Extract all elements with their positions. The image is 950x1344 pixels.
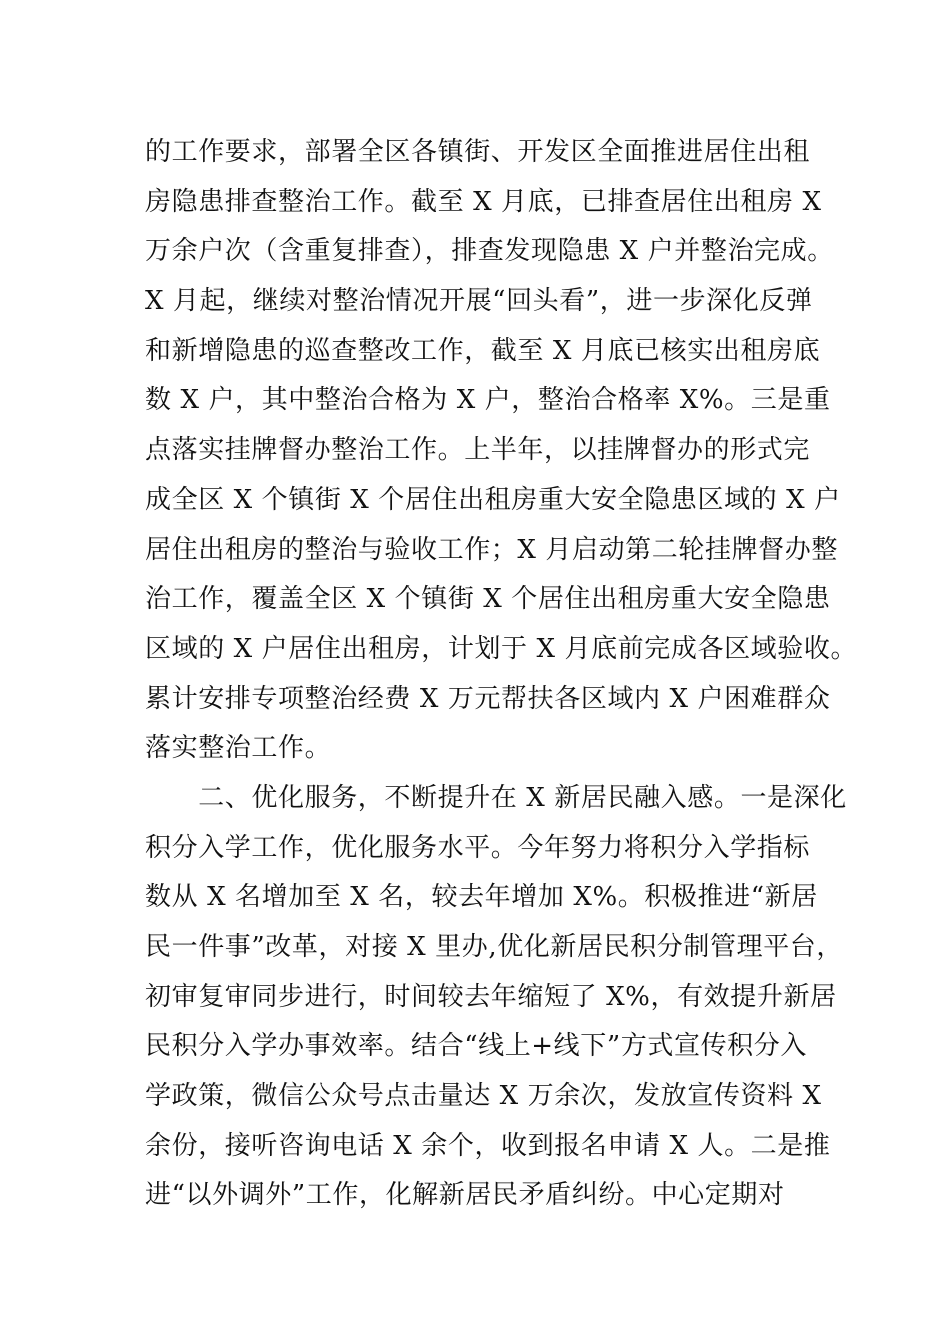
text-line: 学政策，微信公众号点击量达 X 万余次，发放宣传资料 X (145, 1081, 822, 1112)
text-line: 区域的 X 户居住出租房，计划于 X 月底前完成各区域验收。 (145, 633, 858, 664)
text-line: 民一件事”改革，对接 X 里办,优化新居民积分制管理平台， (145, 932, 843, 962)
text-line: 民积分入学办事效率。结合“线上+线下”方式宣传积分入 (145, 1031, 807, 1062)
text-line: 和新增隐患的巡查整改工作，截至 X 月底已核实出租房底 (145, 335, 821, 366)
text-line: 万余户次（含重复排查），排查发现隐患 X 户并整治完成。 (145, 236, 834, 267)
text-line: 治工作，覆盖全区 X 个镇街 X 个居住出租房重大安全隐患 (145, 584, 831, 615)
text-line: 房隐患排查整治工作。截至 X 月底，已排查居住出租房 X (145, 186, 822, 217)
text-line: 积分入学工作，优化服务水平。今年努力将积分入学指标 (145, 832, 811, 863)
text-line: 点落实挂牌督办整治工作。上半年，以挂牌督办的形式完 (145, 435, 811, 466)
text-line: X 月起，继续对整治情况开展“回头看”，进一步深化反弹 (145, 286, 813, 317)
text-line: 累计安排专项整治经费 X 万元帮扶各区域内 X 户困难群众 (145, 683, 831, 714)
text-line: 成全区 X 个镇街 X 个居住出租房重大安全隐患区域的 X 户 (145, 484, 841, 515)
text-line: 数从 X 名增加至 X 名，较去年增加 X%。积极推进“新居 (145, 882, 818, 913)
text-line: 落实整治工作。 (145, 733, 332, 764)
text-line: 余份，接听咨询电话 X 余个，收到报名申请 X 人。二是推 (145, 1130, 831, 1161)
text-line: 初审复审同步进行，时间较去年缩短了 X%，有效提升新居 (145, 981, 837, 1012)
text-line: 的工作要求，部署全区各镇街、开发区全面推进居住出租 (145, 137, 811, 167)
text-line: 进“以外调外”工作，化解新居民矛盾纠纷。中心定期对 (145, 1180, 785, 1211)
text-line: 数 X 户，其中整治合格为 X 户，整治合格率 X%。三是重 (145, 385, 831, 416)
section-heading-line: 二、优化服务，不断提升在 X 新居民融入感。一是深化 (145, 782, 847, 813)
body-text (145, 128, 858, 1221)
text-line: 居住出租房的整治与验收工作；X 月启动第二轮挂牌督办整 (145, 534, 838, 565)
